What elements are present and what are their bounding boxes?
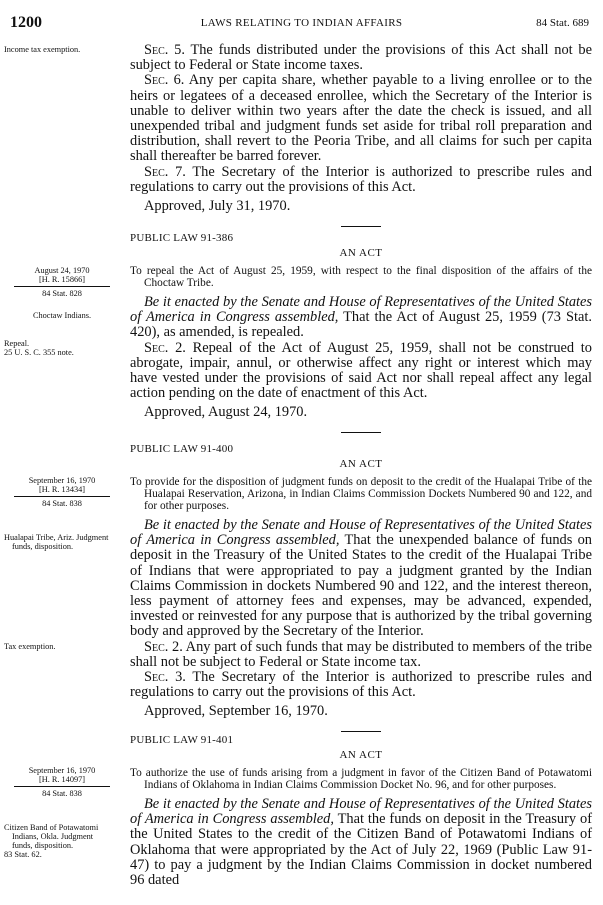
an-act-heading: AN ACT [339,458,383,470]
page-number: 1200 [10,14,42,31]
an-act-heading: AN ACT [339,247,383,259]
enactment-date: August 24, 1970 [34,266,90,275]
bill-number: [H. R. 13434] [38,485,86,494]
public-law-91-386 [130,232,592,433]
margin-pl386-info [14,266,110,298]
section-2: Sec. 2. Repeal of the Act of August 25, 1959, shall not be construed to abrogate, impair, annul, or otherwise affect any right or interest which may have vested under the provisions of said Act nor shall repeal affect any legal action pending on the date of enactment of this Act. [130,339,593,402]
margin-note-tax-exemption: Tax exemption. [4,642,56,651]
bill-number: [H. R. 14097] [38,775,86,784]
enacting-clause: Be it enacted by the Senate and House of Representatives of the United States of America in Congress assembled, That the Act of August 25, 1959 (73 Stat. 420), as amended, is repealed. [130,294,592,341]
margin-note-repeal: Repeal. 25 U. S. C. 355 note. [4,339,74,357]
an-act-heading: AN ACT [339,749,383,761]
prior-law-sections [130,43,592,227]
public-law-91-400 [130,443,592,732]
running-header [0,14,603,34]
section-7: Sec. 7. The Secretary of the Interior is authorized to prescribe rules and regulations to carry out the provisions of this Act. [130,163,592,195]
public-law-91-401 [130,734,592,888]
divider [341,226,381,227]
margin-pl400-info [14,476,110,508]
act-purpose: To repeal the Act of August 25, 1959, with respect to the final disposition of the affairs of the Choctaw Tribe. [130,265,592,289]
approved-date: Approved, August 24, 1970. [144,404,308,421]
enactment-date: September 16, 1970 [28,476,96,485]
approved-date: Approved, July 31, 1970. [144,198,291,215]
public-law-number: PUBLIC LAW 91-401 [130,734,234,746]
divider [14,286,110,287]
act-purpose: To provide for the disposition of judgment funds on deposit to the credit of the Hualapai Tribe of the Hualapai Reservation, Arizona, in Indian Claims Commission Dockets Numbered 90 and 122, and for other purposes. [130,476,592,512]
stat-citation: 84 Stat. 828 [42,289,82,298]
stat-citation: 84 Stat. 838 [42,499,82,508]
section-2: Sec. 2. Any part of such funds that may be distributed to members of the tribe shall not be subject to Federal or State income tax. [130,638,592,670]
margin-note-hualapai: Hualapai Tribe, Ariz. Judgment funds, disposition. [4,533,109,551]
section-6: Sec. 6. Any per capita share, whether payable to a living enrollee or to the heirs or legatees of a deceased enrollee, which the Secretary of the Interior is unable to deliver within two years after the date the check is issued, and all unexpended tribal and judgment funds set aside for tribal roll preparation and distribution, shall revert to the Peoria Tribe, and all claims for such per capita shall thereafter be barred forever. [130,72,592,165]
divider [341,432,381,433]
stat-reference: 84 Stat. 689 [536,17,589,29]
bill-number: [H. R. 15866] [38,275,86,284]
margin-note-income-tax: Income tax exemption. [4,45,81,54]
section-5: Sec. 5. The funds distributed under the provisions of this Act shall not be subject to Federal or State income taxes. [130,42,592,74]
divider [14,496,110,497]
divider [341,731,381,732]
margin-note-choctaw: Choctaw Indians. [32,311,92,320]
public-law-number: PUBLIC LAW 91-400 [130,443,234,455]
section-3: Sec. 3. The Secretary of the Interior is authorized to prescribe rules and regulations to carry out the provisions of this Act. [130,669,592,701]
enactment-date: September 16, 1970 [28,766,96,775]
enacting-clause: Be it enacted by the Senate and House of Representatives of the United States of America in Congress assembled, That the funds on deposit in the Treasury of the United States to the credit of the Citizen Band of Potawatomi Indians of Oklahoma that were appropriated by the Act of July 22, 1969 (Public Law 91-47) to pay a judgment by the Indian Claims Commission in docket numbered 96 dated [130,796,592,889]
enacting-clause: Be it enacted by the Senate and House of Representatives of the United States of America in Congress assembled, That the unexpended balance of funds on deposit in the Treasury of the United States to the credit of the Hualapai Tribe of Indians that were appropriated to pay a judgment granted by the Indian Claims Commission in dockets Numbered 90 and 122, and the interest thereon, less payment of attorney fees and expenses, may be advanced, expended, invested or reinvested for any purpose that is authorized by the tribal governing body and approved by the Secretary of the Interior. [130,517,592,640]
running-title: LAWS RELATING TO INDIAN AFFAIRS [200,17,403,29]
approved-date: Approved, September 16, 1970. [144,703,328,720]
margin-pl401-info [14,766,110,798]
act-purpose: To authorize the use of funds arising from a judgment in favor of the Citizen Band of Potawatomi Indians of Oklahoma in Indian Claims Commission Docket No. 96, and for other purposes. [130,767,592,791]
stat-citation: 84 Stat. 838 [42,789,82,798]
divider [14,786,110,787]
margin-note-citizen-band: Citizen Band of Potawatomi Indians, Okla. Judgment funds, disposition. 83 Stat. 62. [4,823,99,859]
public-law-number: PUBLIC LAW 91-386 [130,232,234,244]
